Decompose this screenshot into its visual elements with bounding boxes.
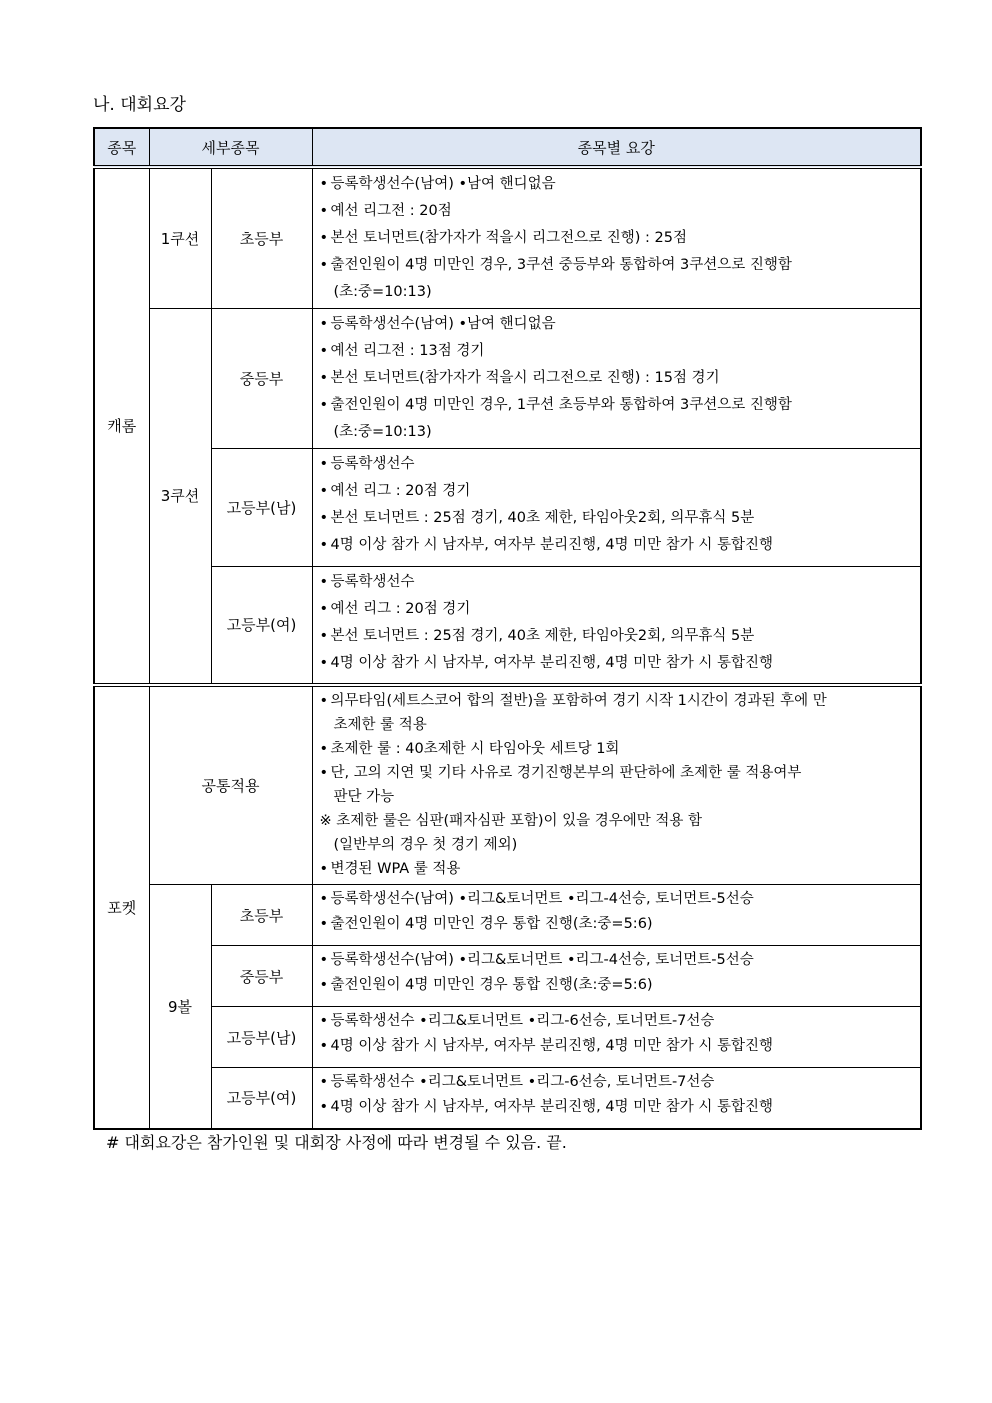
table-row bbox=[94, 449, 921, 567]
guideline-cell: • 등록학생선수 •리그&토너먼트 •리그-6선승, 토너먼트-7선승 • 4명 이상 참가 시 남자부, 여자부 분리진행, 4명 미만 참가 시 통합진행 bbox=[312, 1068, 921, 1129]
guideline-cell: • 등록학생선수(남여) •남여 핸디없음 • 예선 리그전 : 20점 • 본선 토너먼트(참가자가 적을시 리그전으로 진행) : 25점 • 출전인원이 4명 미만인 경우, 3쿠션 중등부와 통합하여 3쿠션으로 진행함 (초:중=10:13) bbox=[312, 167, 921, 309]
header-guidelines: 종목별 요강 bbox=[312, 128, 921, 167]
header-row bbox=[94, 128, 921, 167]
table-row bbox=[94, 1007, 921, 1068]
table-row bbox=[94, 685, 921, 885]
guideline-cell: • 등록학생선수(남여) •리그&토너먼트 •리그-4선승, 토너먼트-5선승 • 출전인원이 4명 미만인 경우 통합 진행(초:중=5:6) bbox=[312, 885, 921, 946]
sub-event-common: 공통적용 bbox=[149, 685, 312, 885]
guideline-cell: • 등록학생선수 •리그&토너먼트 •리그-6선승, 토너먼트-7선승 • 4명 이상 참가 시 남자부, 여자부 분리진행, 4명 미만 참가 시 통합진행 bbox=[312, 1007, 921, 1068]
division-high-male: 고등부(남) bbox=[211, 449, 312, 567]
guideline-cell: • 의무타임(세트스코어 합의 절반)을 포함하여 경기 시작 1시간이 경과된 후에 만 초제한 룰 적용 • 초제한 룰 : 40초제한 시 타임아웃 세트당 1회 • 단, 고의 지연 및 기타 사유로 경기진행본부의 판단하에 초제한 룰 적용여부 판단 가능 ※ 초제한 룰은 심판(패자심판 포함)이 있을 경우에만 적용 함 (일반부의 경우 첫 경기 제외) • 변경된 WPA 룰 적용 bbox=[312, 685, 921, 885]
sub-event-1cushion: 1쿠션 bbox=[149, 167, 211, 309]
division-high-female: 고등부(여) bbox=[211, 1068, 312, 1129]
footnote: # 대회요강은 참가인원 및 대회장 사정에 따라 변경될 수 있음. 끝. bbox=[106, 1133, 567, 1152]
competition-guidelines-table bbox=[93, 127, 922, 1130]
table-row bbox=[94, 946, 921, 1007]
event-carom: 캐롬 bbox=[94, 167, 149, 685]
guideline-cell: • 등록학생선수 • 예선 리그 : 20점 경기 • 본선 토너먼트 : 25점 경기, 40초 제한, 타임아웃2회, 의무휴식 5분 • 4명 이상 참가 시 남자부, 여자부 분리진행, 4명 미만 참가 시 통합진행 bbox=[312, 567, 921, 685]
header-sub-event: 세부종목 bbox=[149, 128, 312, 167]
table-row bbox=[94, 167, 921, 309]
division-high-female: 고등부(여) bbox=[211, 567, 312, 685]
guideline-cell: • 등록학생선수(남여) •남여 핸디없음 • 예선 리그전 : 13점 경기 • 본선 토너먼트(참가자가 적을시 리그전으로 진행) : 15점 경기 • 출전인원이 4명 미만인 경우, 1쿠션 초등부와 통합하여 3쿠션으로 진행함 (초:중=10:13) bbox=[312, 309, 921, 449]
guideline-cell: • 등록학생선수 • 예선 리그 : 20점 경기 • 본선 토너먼트 : 25점 경기, 40초 제한, 타임아웃2회, 의무휴식 5분 • 4명 이상 참가 시 남자부, 여자부 분리진행, 4명 미만 참가 시 통합진행 bbox=[312, 449, 921, 567]
division-elementary: 초등부 bbox=[211, 885, 312, 946]
division-high-male: 고등부(남) bbox=[211, 1007, 312, 1068]
header-event: 종목 bbox=[94, 128, 149, 167]
table-row bbox=[94, 1068, 921, 1129]
table-row bbox=[94, 885, 921, 946]
guideline-cell: • 등록학생선수(남여) •리그&토너먼트 •리그-4선승, 토너먼트-5선승 • 출전인원이 4명 미만인 경우 통합 진행(초:중=5:6) bbox=[312, 946, 921, 1007]
division-elementary: 초등부 bbox=[211, 167, 312, 309]
event-pocket: 포켓 bbox=[94, 685, 149, 1129]
table-row bbox=[94, 309, 921, 449]
division-middle: 중등부 bbox=[211, 309, 312, 449]
section-title: 나. 대회요강 bbox=[93, 95, 186, 115]
division-middle: 중등부 bbox=[211, 946, 312, 1007]
sub-event-3cushion: 3쿠션 bbox=[149, 309, 211, 685]
sub-event-9ball: 9볼 bbox=[149, 885, 211, 1129]
table-row bbox=[94, 567, 921, 685]
